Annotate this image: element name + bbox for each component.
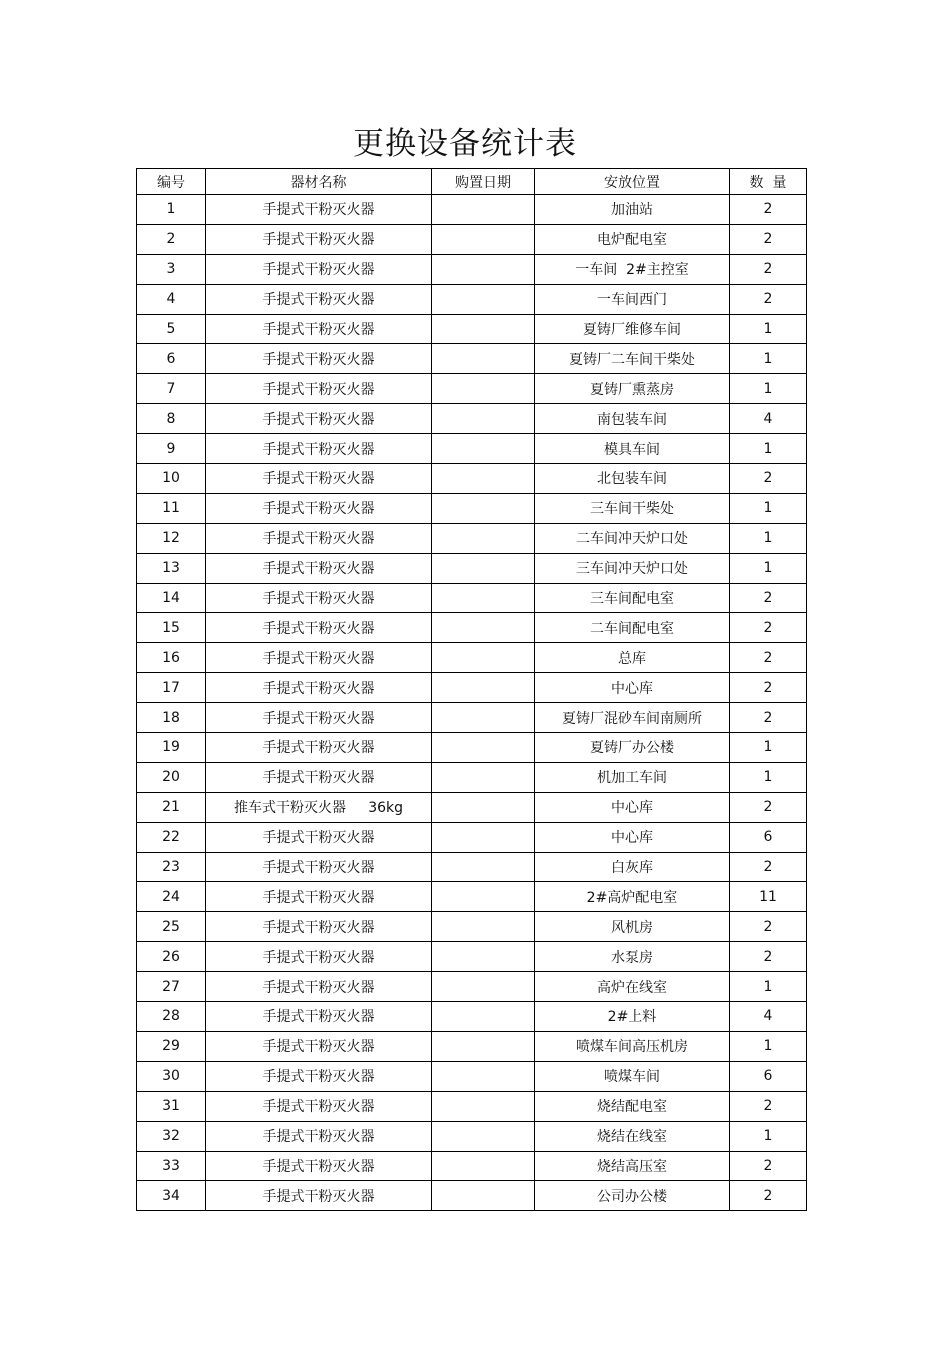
table-row bbox=[137, 464, 807, 494]
cell-no: 15 bbox=[137, 613, 206, 643]
cell-qty: 2 bbox=[730, 1151, 807, 1181]
cell-qty: 1 bbox=[730, 493, 807, 523]
header-location: 安放位置 bbox=[535, 169, 730, 195]
cell-name: 手提式干粉灭火器 bbox=[206, 434, 432, 464]
cell-no: 26 bbox=[137, 942, 206, 972]
header-date: 购置日期 bbox=[432, 169, 535, 195]
cell-name: 手提式干粉灭火器 bbox=[206, 703, 432, 733]
cell-date bbox=[432, 882, 535, 912]
cell-qty: 2 bbox=[730, 284, 807, 314]
table-row bbox=[137, 344, 807, 374]
cell-location: 加油站 bbox=[535, 195, 730, 225]
cell-date bbox=[432, 822, 535, 852]
cell-qty: 2 bbox=[730, 1091, 807, 1121]
cell-location: 一车间 2#主控室 bbox=[535, 254, 730, 284]
cell-name: 手提式干粉灭火器 bbox=[206, 822, 432, 852]
cell-name: 手提式干粉灭火器 bbox=[206, 374, 432, 404]
cell-date bbox=[432, 284, 535, 314]
table-row bbox=[137, 404, 807, 434]
cell-no: 8 bbox=[137, 404, 206, 434]
cell-location: 机加工车间 bbox=[535, 762, 730, 792]
cell-date bbox=[432, 553, 535, 583]
cell-location: 水泵房 bbox=[535, 942, 730, 972]
table-row bbox=[137, 1181, 807, 1211]
cell-date bbox=[432, 1181, 535, 1211]
cell-qty: 2 bbox=[730, 254, 807, 284]
cell-qty: 2 bbox=[730, 464, 807, 494]
cell-name: 手提式干粉灭火器 bbox=[206, 404, 432, 434]
cell-location: 夏铸厂二车间干柴处 bbox=[535, 344, 730, 374]
cell-date bbox=[432, 643, 535, 673]
cell-qty: 2 bbox=[730, 613, 807, 643]
cell-no: 25 bbox=[137, 912, 206, 942]
cell-no: 32 bbox=[137, 1121, 206, 1151]
cell-name: 手提式干粉灭火器 bbox=[206, 553, 432, 583]
cell-name: 手提式干粉灭火器 bbox=[206, 284, 432, 314]
cell-date bbox=[432, 583, 535, 613]
page-title: 更换设备统计表 bbox=[353, 126, 577, 162]
table-row bbox=[137, 195, 807, 225]
cell-name: 手提式干粉灭火器 bbox=[206, 1061, 432, 1091]
cell-location: 中心库 bbox=[535, 792, 730, 822]
cell-date bbox=[432, 703, 535, 733]
cell-no: 12 bbox=[137, 523, 206, 553]
cell-name: 手提式干粉灭火器 bbox=[206, 314, 432, 344]
cell-date bbox=[432, 613, 535, 643]
cell-qty: 6 bbox=[730, 822, 807, 852]
table-row bbox=[137, 643, 807, 673]
cell-name: 手提式干粉灭火器 bbox=[206, 613, 432, 643]
cell-date bbox=[432, 314, 535, 344]
cell-name: 手提式干粉灭火器 bbox=[206, 852, 432, 882]
cell-location: 三车间干柴处 bbox=[535, 493, 730, 523]
cell-date bbox=[432, 912, 535, 942]
cell-no: 14 bbox=[137, 583, 206, 613]
cell-name: 手提式干粉灭火器 bbox=[206, 972, 432, 1002]
table-row bbox=[137, 553, 807, 583]
cell-location: 公司办公楼 bbox=[535, 1181, 730, 1211]
table-row bbox=[137, 493, 807, 523]
cell-name: 手提式干粉灭火器 bbox=[206, 523, 432, 553]
cell-qty: 2 bbox=[730, 195, 807, 225]
cell-location: 电炉配电室 bbox=[535, 224, 730, 254]
cell-qty: 1 bbox=[730, 314, 807, 344]
cell-location: 总库 bbox=[535, 643, 730, 673]
cell-no: 6 bbox=[137, 344, 206, 374]
cell-date bbox=[432, 673, 535, 703]
cell-date bbox=[432, 1091, 535, 1121]
cell-name: 手提式干粉灭火器 bbox=[206, 733, 432, 763]
cell-location: 中心库 bbox=[535, 822, 730, 852]
cell-qty: 2 bbox=[730, 703, 807, 733]
cell-no: 31 bbox=[137, 1091, 206, 1121]
table-row bbox=[137, 942, 807, 972]
table-row bbox=[137, 792, 807, 822]
cell-no: 34 bbox=[137, 1181, 206, 1211]
table-header-row bbox=[137, 169, 807, 195]
cell-name: 手提式干粉灭火器 bbox=[206, 195, 432, 225]
cell-qty: 2 bbox=[730, 912, 807, 942]
cell-qty: 6 bbox=[730, 1061, 807, 1091]
cell-location: 一车间西门 bbox=[535, 284, 730, 314]
cell-no: 3 bbox=[137, 254, 206, 284]
table-row bbox=[137, 703, 807, 733]
cell-date bbox=[432, 523, 535, 553]
cell-location: 中心库 bbox=[535, 673, 730, 703]
table-row bbox=[137, 762, 807, 792]
cell-name: 手提式干粉灭火器 bbox=[206, 912, 432, 942]
cell-name: 手提式干粉灭火器 bbox=[206, 254, 432, 284]
cell-date bbox=[432, 404, 535, 434]
cell-date bbox=[432, 434, 535, 464]
cell-location: 烧结在线室 bbox=[535, 1121, 730, 1151]
cell-name: 手提式干粉灭火器 bbox=[206, 224, 432, 254]
cell-no: 1 bbox=[137, 195, 206, 225]
cell-date bbox=[432, 762, 535, 792]
cell-date bbox=[432, 792, 535, 822]
cell-no: 7 bbox=[137, 374, 206, 404]
cell-name: 手提式干粉灭火器 bbox=[206, 1181, 432, 1211]
cell-no: 24 bbox=[137, 882, 206, 912]
cell-qty: 1 bbox=[730, 553, 807, 583]
cell-no: 2 bbox=[137, 224, 206, 254]
table-row bbox=[137, 1151, 807, 1181]
table-row bbox=[137, 434, 807, 464]
cell-location: 白灰库 bbox=[535, 852, 730, 882]
cell-date bbox=[432, 195, 535, 225]
cell-no: 5 bbox=[137, 314, 206, 344]
cell-no: 30 bbox=[137, 1061, 206, 1091]
table-body bbox=[137, 195, 807, 1211]
cell-location: 夏铸厂办公楼 bbox=[535, 733, 730, 763]
cell-date bbox=[432, 254, 535, 284]
cell-name: 手提式干粉灭火器 bbox=[206, 1031, 432, 1061]
cell-name: 手提式干粉灭火器 bbox=[206, 464, 432, 494]
cell-date bbox=[432, 942, 535, 972]
cell-no: 27 bbox=[137, 972, 206, 1002]
equipment-table bbox=[136, 168, 807, 1211]
cell-name: 手提式干粉灭火器 bbox=[206, 1151, 432, 1181]
header-name: 器材名称 bbox=[206, 169, 432, 195]
cell-no: 22 bbox=[137, 822, 206, 852]
cell-qty: 1 bbox=[730, 1121, 807, 1151]
cell-qty: 4 bbox=[730, 404, 807, 434]
cell-qty: 2 bbox=[730, 224, 807, 254]
table-row bbox=[137, 733, 807, 763]
cell-no: 21 bbox=[137, 792, 206, 822]
table-row bbox=[137, 673, 807, 703]
table-row bbox=[137, 882, 807, 912]
table-row bbox=[137, 1121, 807, 1151]
cell-no: 11 bbox=[137, 493, 206, 523]
cell-qty: 1 bbox=[730, 733, 807, 763]
table-row bbox=[137, 1091, 807, 1121]
cell-name: 手提式干粉灭火器 bbox=[206, 493, 432, 523]
cell-no: 18 bbox=[137, 703, 206, 733]
cell-date bbox=[432, 1121, 535, 1151]
table-row bbox=[137, 1002, 807, 1032]
cell-location: 三车间冲天炉口处 bbox=[535, 553, 730, 583]
cell-qty: 2 bbox=[730, 1181, 807, 1211]
cell-name: 手提式干粉灭火器 bbox=[206, 583, 432, 613]
table-row bbox=[137, 583, 807, 613]
cell-location: 风机房 bbox=[535, 912, 730, 942]
cell-no: 19 bbox=[137, 733, 206, 763]
table-row bbox=[137, 523, 807, 553]
cell-date bbox=[432, 972, 535, 1002]
cell-location: 二车间配电室 bbox=[535, 613, 730, 643]
cell-no: 9 bbox=[137, 434, 206, 464]
cell-qty: 11 bbox=[730, 882, 807, 912]
cell-date bbox=[432, 1002, 535, 1032]
cell-date bbox=[432, 733, 535, 763]
cell-qty: 2 bbox=[730, 583, 807, 613]
cell-name: 手提式干粉灭火器 bbox=[206, 1121, 432, 1151]
table-row bbox=[137, 254, 807, 284]
cell-location: 模具车间 bbox=[535, 434, 730, 464]
cell-location: 烧结配电室 bbox=[535, 1091, 730, 1121]
cell-no: 4 bbox=[137, 284, 206, 314]
cell-date bbox=[432, 1151, 535, 1181]
cell-qty: 1 bbox=[730, 344, 807, 374]
cell-location: 南包装车间 bbox=[535, 404, 730, 434]
cell-no: 28 bbox=[137, 1002, 206, 1032]
cell-no: 20 bbox=[137, 762, 206, 792]
cell-no: 17 bbox=[137, 673, 206, 703]
cell-no: 33 bbox=[137, 1151, 206, 1181]
cell-date bbox=[432, 493, 535, 523]
cell-date bbox=[432, 1061, 535, 1091]
cell-name: 手提式干粉灭火器 bbox=[206, 882, 432, 912]
table-row bbox=[137, 314, 807, 344]
table-row bbox=[137, 224, 807, 254]
table-row bbox=[137, 1061, 807, 1091]
cell-location: 夏铸厂混砂车间南厕所 bbox=[535, 703, 730, 733]
cell-location: 烧结高压室 bbox=[535, 1151, 730, 1181]
cell-name: 手提式干粉灭火器 bbox=[206, 643, 432, 673]
header-qty: 数 量 bbox=[730, 169, 807, 195]
cell-no: 10 bbox=[137, 464, 206, 494]
cell-location: 夏铸厂维修车间 bbox=[535, 314, 730, 344]
cell-date bbox=[432, 464, 535, 494]
table-row bbox=[137, 613, 807, 643]
table-row bbox=[137, 284, 807, 314]
cell-name: 手提式干粉灭火器 bbox=[206, 762, 432, 792]
cell-name: 推车式干粉灭火器 36kg bbox=[206, 792, 432, 822]
cell-no: 16 bbox=[137, 643, 206, 673]
table-row bbox=[137, 374, 807, 404]
cell-qty: 1 bbox=[730, 374, 807, 404]
table-row bbox=[137, 822, 807, 852]
cell-date bbox=[432, 1031, 535, 1061]
cell-name: 手提式干粉灭火器 bbox=[206, 1091, 432, 1121]
cell-qty: 4 bbox=[730, 1002, 807, 1032]
cell-qty: 1 bbox=[730, 434, 807, 464]
cell-qty: 2 bbox=[730, 673, 807, 703]
cell-qty: 1 bbox=[730, 972, 807, 1002]
cell-location: 夏铸厂熏蒸房 bbox=[535, 374, 730, 404]
cell-location: 2#高炉配电室 bbox=[535, 882, 730, 912]
cell-name: 手提式干粉灭火器 bbox=[206, 1002, 432, 1032]
cell-no: 13 bbox=[137, 553, 206, 583]
cell-qty: 1 bbox=[730, 523, 807, 553]
cell-qty: 2 bbox=[730, 942, 807, 972]
cell-date bbox=[432, 224, 535, 254]
cell-qty: 1 bbox=[730, 1031, 807, 1061]
cell-location: 喷煤车间高压机房 bbox=[535, 1031, 730, 1061]
cell-no: 29 bbox=[137, 1031, 206, 1061]
cell-qty: 2 bbox=[730, 643, 807, 673]
cell-location: 三车间配电室 bbox=[535, 583, 730, 613]
cell-location: 二车间冲天炉口处 bbox=[535, 523, 730, 553]
cell-no: 23 bbox=[137, 852, 206, 882]
table-row bbox=[137, 852, 807, 882]
cell-name: 手提式干粉灭火器 bbox=[206, 673, 432, 703]
table-row bbox=[137, 912, 807, 942]
table-row bbox=[137, 972, 807, 1002]
cell-location: 2#上料 bbox=[535, 1002, 730, 1032]
cell-qty: 1 bbox=[730, 762, 807, 792]
cell-date bbox=[432, 852, 535, 882]
cell-location: 喷煤车间 bbox=[535, 1061, 730, 1091]
cell-name: 手提式干粉灭火器 bbox=[206, 344, 432, 374]
cell-date bbox=[432, 374, 535, 404]
header-no: 编号 bbox=[137, 169, 206, 195]
cell-location: 高炉在线室 bbox=[535, 972, 730, 1002]
cell-date bbox=[432, 344, 535, 374]
cell-qty: 2 bbox=[730, 792, 807, 822]
cell-location: 北包装车间 bbox=[535, 464, 730, 494]
table-row bbox=[137, 1031, 807, 1061]
cell-qty: 2 bbox=[730, 852, 807, 882]
cell-name: 手提式干粉灭火器 bbox=[206, 942, 432, 972]
